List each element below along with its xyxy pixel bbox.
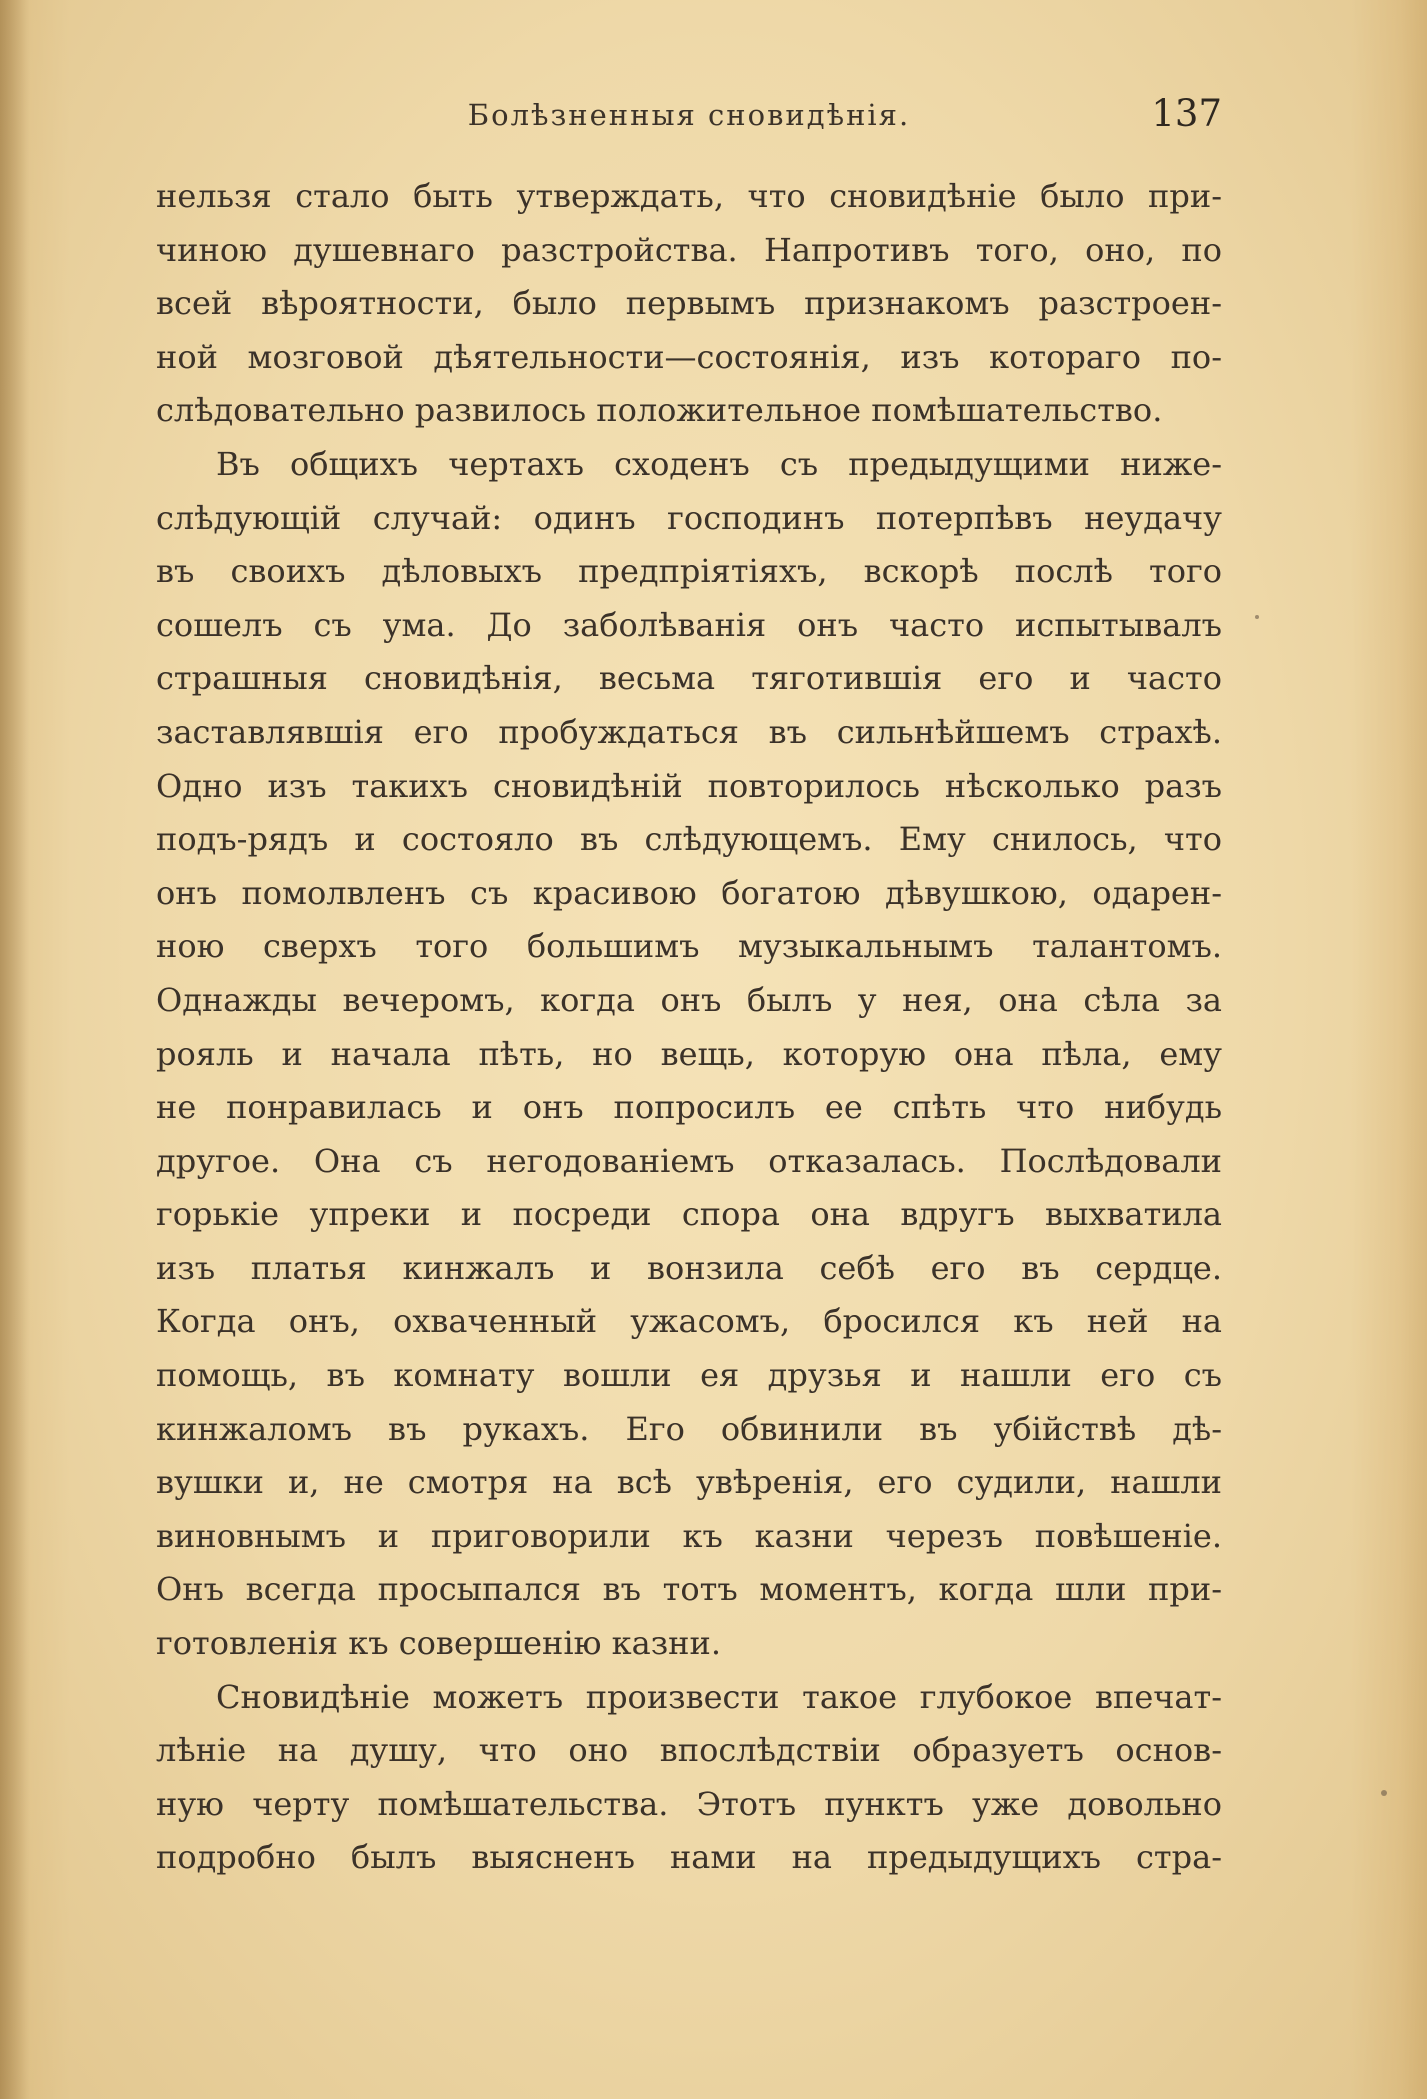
text-line: виновнымъ и приговорили къ казни черезъ повѣшеніе. <box>156 1516 1222 1555</box>
text-line: чиною душевнаго разстройства. Напротивъ того, оно, по <box>156 230 1222 269</box>
text-line: въ своихъ дѣловыхъ предпріятіяхъ, вскорѣ послѣ того <box>156 552 1222 591</box>
text-line: Сновидѣніе можетъ произвести такое глубокое впечат- <box>216 1677 1222 1716</box>
page-header <box>156 92 1222 142</box>
text-line: не понравилась и онъ попросилъ ее спѣть что нибудь <box>156 1088 1222 1127</box>
text-line: подъ-рядъ и состояло въ слѣдующемъ. Ему снилось, что <box>156 820 1222 859</box>
running-head: Болѣзненныя сновидѣнія. <box>467 98 911 132</box>
text-line: помощь, въ комнату вошли ея друзья и нашли его съ <box>156 1356 1222 1395</box>
text-line: Въ общихъ чертахъ сходенъ съ предыдущими ниже- <box>216 444 1222 483</box>
text-line: сошелъ съ ума. До заболѣванія онъ часто испытывалъ <box>156 605 1222 644</box>
text-line: вушки и, не смотря на всѣ увѣренія, его судили, нашли <box>156 1463 1222 1502</box>
text-line: заставлявшія его пробуждаться въ сильнѣйшемъ страхѣ. <box>156 712 1222 751</box>
text-line: онъ помолвленъ съ красивою богатою дѣвушкою, одарен- <box>156 873 1222 912</box>
text-line: Одно изъ такихъ сновидѣній повторилось нѣсколько разъ <box>156 766 1222 805</box>
text-line: Однажды вечеромъ, когда онъ былъ у нея, она сѣла за <box>156 980 1222 1019</box>
text-line: всей вѣроятности, было первымъ признакомъ разстроен- <box>156 284 1222 323</box>
paragraph-1 <box>156 170 1222 438</box>
text-line: изъ платья кинжалъ и вонзила себѣ его въ сердце. <box>156 1248 1222 1287</box>
page-number: 137 <box>1151 92 1222 135</box>
text-line: слѣдующій случай: одинъ господинъ потерпѣвъ неудачу <box>156 498 1222 537</box>
text-line: ною сверхъ того большимъ музыкальнымъ талантомъ. <box>156 927 1222 966</box>
text-line: Когда онъ, охваченный ужасомъ, бросился къ ней на <box>156 1302 1222 1341</box>
text-line: ной мозговой дѣятельности—состоянія, изъ котораго по- <box>156 337 1222 376</box>
text-line: страшныя сновидѣнія, весьма тяготившія его и часто <box>156 659 1222 698</box>
page-gutter-shadow <box>0 0 30 2099</box>
paper-speck <box>1255 615 1259 619</box>
paper-speck <box>1381 1790 1387 1796</box>
text-line: лѣніе на душу, что оно впослѣдствіи образуетъ основ- <box>156 1731 1222 1770</box>
body-text <box>156 170 1222 1885</box>
text-line: слѣдовательно развилось положительное помѣшательство. <box>156 391 1163 430</box>
text-line: ную черту помѣшательства. Этотъ пунктъ уже довольно <box>156 1784 1222 1823</box>
paragraph-2 <box>156 438 1222 1671</box>
text-line: рояль и начала пѣть, но вещь, которую она пѣла, ему <box>156 1034 1222 1073</box>
paragraph-3 <box>156 1671 1222 1885</box>
text-line: готовленія къ совершенію казни. <box>156 1624 721 1663</box>
text-line: горькіе упреки и посреди спора она вдругъ выхватила <box>156 1195 1222 1234</box>
text-line: кинжаломъ въ рукахъ. Его обвинили въ убійствѣ дѣ- <box>156 1409 1222 1448</box>
text-line: нельзя стало быть утверждать, что сновидѣніе было при- <box>156 177 1222 215</box>
text-line: подробно былъ выясненъ нами на предыдущихъ стра- <box>156 1838 1222 1877</box>
text-line: Онъ всегда просыпался въ тотъ моментъ, когда шли при- <box>156 1570 1222 1609</box>
text-line: другое. Она съ негодованіемъ отказалась. Послѣдовали <box>156 1141 1222 1180</box>
